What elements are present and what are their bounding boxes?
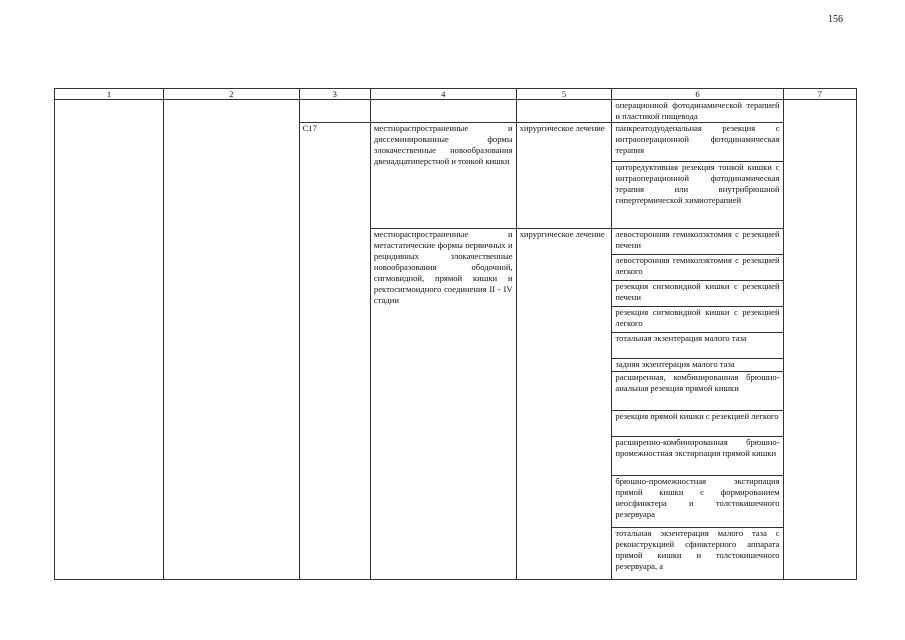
method-cell: брюшно-промежностная экстирпация прямой кишки с формированием неосфинктера и толстокишечного резервуара — [612, 476, 783, 528]
column-header-3: 3 — [299, 89, 370, 100]
medical-care-table — [54, 88, 857, 580]
diagnosis-cell: местнораспространенные и диссеминированные формы злокачественные новообразования двенадцатиперстной и тонкой кишки — [370, 123, 516, 229]
method-cell: левосторонняя гемиколэктомия с резекцией печени — [612, 229, 783, 255]
empty-cell-col5 — [516, 100, 612, 123]
method-cell: расширенно-комбинированная брюшно-промежностная экстирпация прямой кишки — [612, 437, 783, 476]
method-cell: циторедуктивная резекция тонкой кишки с интраоперационной фотодинамическая терапия или внутрибрюшной гипертермической химиотерапией — [612, 162, 783, 229]
method-cell: резекция сигмовидной кишки с резекцией легкого — [612, 307, 783, 333]
empty-cell-col2 — [164, 100, 300, 580]
method-cell: задняя экзентерация малого таза — [612, 359, 783, 372]
method-cell: тотальная экзентерация малого таза с реконструкцией сфинктерного аппарата прямой кишки и толстокишечного резервуара, а — [612, 528, 783, 580]
method-cell: левосторонняя гемиколэктомия с резекцией легкого — [612, 255, 783, 281]
treatment-type-cell: хирургическое лечение — [516, 123, 612, 229]
column-header-7: 7 — [783, 89, 856, 100]
column-number-header-row — [55, 89, 857, 100]
treatment-type-cell: хирургическое лечение — [516, 229, 612, 580]
column-header-4: 4 — [370, 89, 516, 100]
table-row — [55, 100, 857, 123]
method-cell: резекция прямой кишки с резекцией легкого — [612, 411, 783, 437]
diagnosis-code-cell: C17 — [299, 123, 370, 580]
method-cell: панкреатодуоденальная резекция с интраоперационной фотодинамическая терапия — [612, 123, 783, 162]
method-cell: резекция сигмовидной кишки с резекцией печени — [612, 281, 783, 307]
column-header-1: 1 — [55, 89, 164, 100]
method-cell: операционной фотодинамической терапией и пластикой пищевода — [612, 100, 783, 123]
page-number: 156 — [828, 14, 843, 25]
empty-cell-col7 — [783, 100, 856, 580]
column-header-5: 5 — [516, 89, 612, 100]
method-cell: тотальная экзентерация малого таза — [612, 333, 783, 359]
column-header-6: 6 — [612, 89, 783, 100]
method-cell: расширенная, комбинированная брюшно-анальная резекция прямой кишки — [612, 372, 783, 411]
diagnosis-cell: местнораспространенные и метастатические формы первичных и рецидивных злокачественные новообразования ободочной, сигмовидной, прямой кишки и ректосигмоидного соединения II - IV стадии — [370, 229, 516, 580]
empty-cell-col1 — [55, 100, 164, 580]
column-header-2: 2 — [164, 89, 300, 100]
empty-cell-col4 — [370, 100, 516, 123]
empty-cell-col3 — [299, 100, 370, 123]
